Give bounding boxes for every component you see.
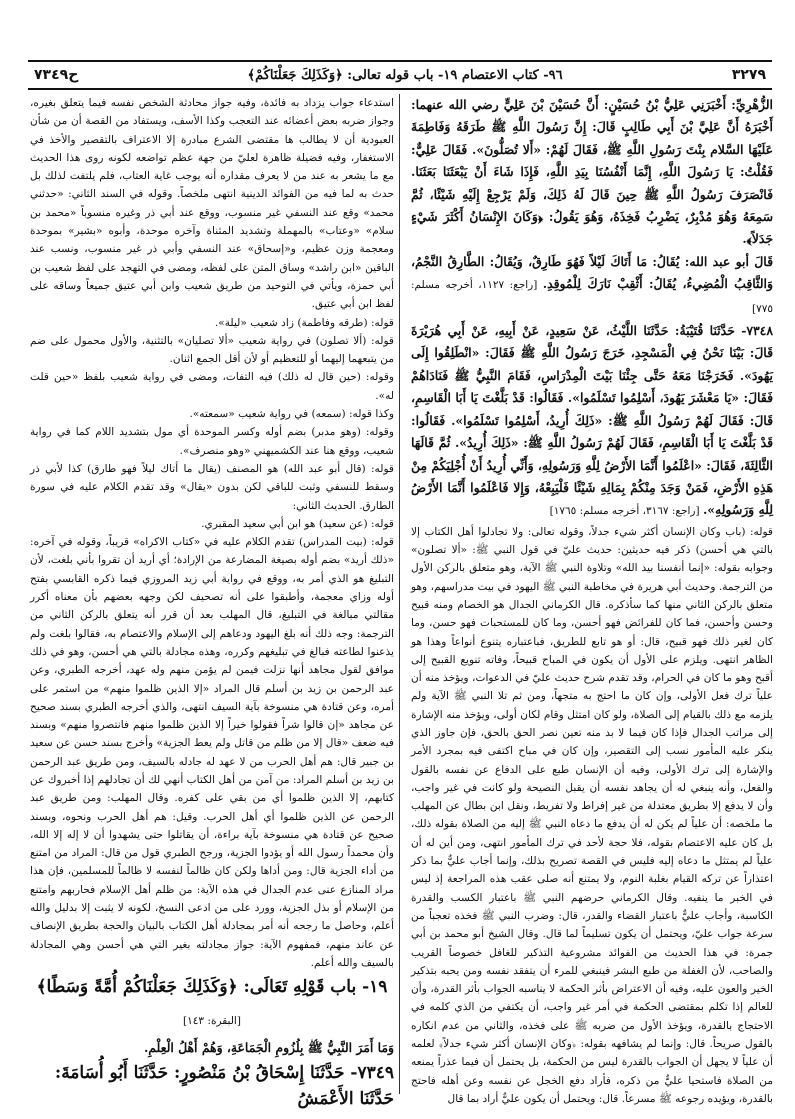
- left_column-text: قوله: (قال أبو عبد الله) هو المصنف (يقال ما أتاك ليلاً فهو طارق) كذا لأبي ذر وسقط للنسفي وثبت للباقي لكن بدون «يقال» وقد تقدم الكلام عليه في سورة الطارق. الحديث الثاني:: [30, 462, 394, 512]
- reference-note: [راجع: ١١٢٧، أخرجه مسلم: ٧٧٥]: [411, 279, 773, 315]
- left_column-paragraph: [30, 515, 394, 533]
- left_column-text: وقوله: (وهو مدبر) بضم أوله وكسر الموحدة أي مول بتشديد اللام كما في رواية شعيب، ووقع هنا عند الكشميهني «وهو منصرف».: [30, 426, 394, 457]
- right_column-paragraph: [411, 523, 773, 1109]
- column-divider: [399, 94, 400, 1094]
- left_column-paragraph: [30, 405, 394, 423]
- left_column-text: وَمَا أَمَرَ النَّبِيُّ ﷺ بِلُزُومِ الْجَمَاعَةِ، وَهُمْ أَهْلُ الْعِلْمِ.: [143, 1040, 394, 1056]
- left-column: [30, 94, 394, 1110]
- left_column-text: قوله: (عن سعيد) هو ابن أبي سعيد المقبري.: [201, 517, 394, 530]
- right_column-text: قوله: (باب وكان الإنسان أكثر شيء جدلاً، وقوله تعالى: ولا تجادلوا أهل الكتاب إلا بالتي هي أحسن) ذكر فيه حديثين: حديث عليّ في قول النبي ﷺ: «ألا تصلون» وجوابه بقوله: «إنما أنفسنا بيد الله» وتلاوة النبي ﷺ الآية، وهو متعلق بالركن الأول من الترجمة. وحديث أبي هريرة في مخاطبة النبي ﷺ اليهود في بيت مدراسهم، وهو متعلق بالركن الثاني منها كما سأذكره. قال الكرماني الجدال هو الخصام ومنه قبيح وحسن وأحسن، فما كان للفرائض فهو أحسن، وما كان للمستحبات فهو حسن، وما كان لغير ذلك فهو قبيح، قال: أو هو تابع للطريق، فباعتباره يتنوع أنواعاً وهذا هو الظاهر انتهى. ويلزم على الأول أن يكون في المباح قبيحاً، وفاته تنويع القبيح إلى أقبح وهو ما كان في الحرام، وقد تقدم شرح حديث عليّ في الدعوات، ويؤخذ منه أن علياً ترك فعل الأولى، وإن كان ما احتج به متجهاً، ومن ثم تلا النبي ﷺ الآية ولم يلزمه مع ذلك بالقيام إلى الصلاة، ولو كان امتثل وقام لكان أولى، ويؤخذ منه الإشارة إلى مراتب الجدال فإذا كان فيما لا بد منه تعين نصر الحق بالحق، فإن جاوز الذي ينكر عليه المأمور نسب إلى التقصير، وإن كان في مباح اكتفى فيه بمجرد الأمر والإشارة إلى ترك الأولى، وفيه أن الإنسان طبع على الدفاع عن نفسه بالقول والفعل، وأنه ينبغي له أن يجاهد نفسه أن يقبل النصيحة ولو كانت في غير واجب، وأن لا يدفع إلا بطريق معتدلة من غير إفراط ولا تفريط، ونقل ابن بطال عن المهلب ما ملخصه: أن علياً لم يكن له أن يدفع ما دعاه النبي ﷺ إليه من الصلاة بقوله ذلك، بل كان عليه الاعتصام بقوله، فلا حجة لأحد في ترك المأمور انتهى، ومن أين له أن علياً لم يمتثل ما دعاه إليه فليس في القصة تصريح بذلك، وإنما أجاب عليٌّ بما ذكر اعتذاراً عن تركه القيام بغلبة النوم، ولا يمتنع أنه صلى عقب هذه المراجعة إذ ليس في الخبر ما ينفيه. وقال الكرماني حرضهم النبي ﷺ باعتبار الكسب والقدرة الكاسبة، وأجاب عليٌّ باعتبار القضاء والقدر، قال: وضرب النبي ﷺ فخذه تعجباً من سرعة جواب عليّ، ويحتمل أن يكون تسليماً لما قال. وقال الشيخ أبو محمد بن أبي جمرة: في هذا الحديث من الفوائد مشروعية التذكير للغافل خصوصاً القريب والصاحب، لأن الغفلة من طبع البشر فينبغي للمرء أن يتفقد نفسه ومن يحبه بتذكير الخير والعون عليه، وفيه أن الاعتراض بأثر الحكمة لا يناسبه الجواب بأثر القدرة، وأن للعالم إذا تكلم بمقتضى الحكمة في أمر غير واجب، أن يكتفي من الذي كلمه في الاحتجاج بالقدرة، ويؤخذ الأول من ضربه ﷺ على فخذه، والثاني من عدم انكاره بالقول صريحاً. قال: وإنما لم يشافهه بقوله: ﴿وكان الإنسان أكثر شيء جدلاً﴾ لعلمه أن علياً لا يجهل أن الجواب بالقدرة ليس من الحكمة، بل يحتمل أن فيما عذراً يمنعه من الصلاة فاستحيا عليٌّ من ذكره، فأراد دفع الخجل عن نفسه وعن أهله فاحتج بالقدرة، ويؤيده رجوعه ﷺ مسرعاً. قال: ويحتمل أن يكون عليٌّ أراد بما قال: [411, 525, 773, 1105]
- reference-note: [البقرة: ١٤٣]: [183, 1015, 241, 1028]
- left_column-text: وقوله: (حين قال له ذلك) فيه التفات، ومضى في رواية شعيب بلفظ «حين قلت له».: [30, 371, 394, 402]
- left_column-paragraph: [30, 368, 394, 405]
- right_column-paragraph: [411, 94, 773, 251]
- left_column-text: وكذا قوله: (سمعه) في رواية شعيب «سمعته».: [189, 408, 394, 421]
- left_column-paragraph: [30, 423, 394, 460]
- running-header: [28, 60, 772, 90]
- running-title: ٩٦- كتاب الاعتصام ١٩- باب قوله تعالى: ﴿وَكَذَلِكَ جَعَلْنَاكُمْ﴾: [247, 67, 563, 83]
- hadith-number-left: ح٧٣٤٩: [34, 67, 79, 83]
- right_column-text: قَالَ أبو عبد الله: يُقَالُ: مَا أَتَاكَ لَيْلاً فَهُوَ طَارِقٌ، وَيُقَالُ: الطَّارِقُ النَّجْمُ، وَالثَّاقِبُ الْمُضِيءُ، يُقَالُ: أَثْقِبْ نَارَكَ لِلْمُوقِدِ.: [411, 253, 773, 292]
- left_column-paragraph: [30, 314, 394, 332]
- left_column-paragraph: [30, 1036, 394, 1060]
- left_column-paragraph: [30, 94, 394, 314]
- left_column-text: استدعاء جواب يزداد به فائدة، وفيه جواز محادثة الشخص نفسه فيما يتعلق بغيره، وجواز ضربه بعض أعضائه عند التعجب وكذا الأسف، ويستفاد من القصة أن من شأن العبودية أن لا يطالب ها مقتضى الشرع مبادرة إلا الاعتراف بالتقصير والأخذ في الاستغفار، وفيه فضيلة ظاهرة لعليّ من جهة عظم تواضعه لكونه روى هذا الحديث مع ما يشعر به عند من لا يعرف مقداره أنه يوجب غاية العتاب، فلم يلتفت لذلك بل حدث به لما فيه من الفوائد الدينية انتهى ملخصاً. وقوله في السند الثاني: «حدثني محمد» وقع عند النسفي غير منسوب، ووقع عند أبي ذر وغيره منسوباً «محمد بن سلام» «وعتاب» بالمهملة وتشديد المثناة وآخره موحدة، وأبوه «بشير» بموحدة ومعجمة وزن عظيم، و«إسحاق» عند النسفي وأبي ذر غير منسوب، ونسب عند الباقين «ابن راشد» وساق المتن على لفظه، ومضى في التهجد على لفظ شعيب بن أبي حمزة، ويأتي في التوحيد من طريق شعيب وابن أبي عتيق جميعاً وساقه على لفظ ابن أبي عتيق.: [30, 97, 394, 311]
- left_column-text: قوله: (ألا تصلون) في رواية شعيب «ألا تصليان» بالتثنية، والأول محمول على ضم من يتبعهما إليهما أو للتعظيم أو لأن أقل الجمع اثنان.: [30, 334, 394, 366]
- left_column-text: قوله: (طرقه وفاطمة) زاد شعيب «ليلة».: [214, 316, 394, 329]
- left_column-text: ٧٣٤٩- حَدَّثَنَا إِسْحَاقُ بْنُ مَنْصُورٍ: حَدَّثَنَا أَبُو أُسَامَةَ: حَدَّثَنَا الأَعْمَشُ: [54, 1063, 394, 1110]
- left_column-text: قوله: (بيت المدراس) تقدم الكلام عليه في «كتاب الاكراه» قريباً، وقوله في آخره: «ذلك أريد» بضم أوله بصيغة المضارعة من الإرادة؛ أي أريد أن تقروا بأني بلغت، لأن التبليغ هو الذي أمر به، ووقع في رواية أبي زيد المروزي فيما ذكره القابسي بفتح أوله وزاي معجمة، وأطبقوا على أنه تصحيف لكن وجهه بعضهم بأن معناه أكرر مقالتي مبالغة في التبليغ، قال المهلب بعد أن قرر أنه يتعلق بالركن الثاني من الترجمة: وجه ذلك أنه بلغ اليهود ودعاهم إلى الإسلام والاعتصام به، فقالوا بلغت ولم يذعنوا لطاعته فبالغ في تبليغهم وكرره، وهذه مجادلة بالتي هي أحسن، وهو في ذلك موافق لقول مجاهد أنها نزلت فيمن لم يؤمن منهم وله عهد، أخرجه الطبري، وعن عبد الرحمن بن زيد بن أسلم قال المراد «إلا الذين ظلموا منهم» من استمر على أمره، وعن قتادة هي منسوخة بآية السيف انتهى، والذي أخرجه الطبري بسند صحيح عن مجاهد «إن قالوا شراً فقولوا خيراً إلا الذين ظلموا منهم فانتصروا منهم» وبسند فيه ضعف «قال إلا من ظلم من قاتل ولم يعط الجزية» وأخرج بسند حسن عن سعيد بن جبير قال: هم أهل الحرب من لا عهد له جادله بالسيف، ومن طريق عبد الرحمن بن زيد بن أسلم المراد: من آمن من أهل الكتاب أنهي لك أن تجادلهم إذا أخبروك عن كتابهم، إلا الذين ظلموا أي من بقي على كفره. وقال المهلب: ومن طريق عبد الرحمن عن الذين ظلموا أي أهل الحرب. وقيل: هم أهل الحرب ونحوه، وبسند صحيح عن قتادة هي منسوخة بآية براءة، أن يقاتلوا حتى يشهدوا أن لا إله إلا الله، وأن محمداً رسول الله أو يؤدوا الجزية، ورجح الطبري قول من قال: المراد من امتنع من أداء الجزية قال: ومن أداها ولكن كان ظالماً لنفسه لا ظالماً للمسلمين، فإن هذا مراد المنازع عنى عدم الجدال في هذه الآية: من ظلم أهل الإسلام فحاربهم وامتنع من الإسلام أو بذل الجزية، وورد على من ادعى النسخ، لكونه لا يثبت إلا بدليل والله أعلم، وحاصل ما رجحه أنه أمر بمجادلة أهل الكتاب بالبيان والحجة بطريق الإنصاف عن عاند منهم، فمفهوم الآية: جواز مجادلته بغير التي هي أحسن وهي المجادلة بالسيف والله أعلم.: [30, 536, 394, 969]
- right-column: [411, 94, 773, 1105]
- right_column-paragraph: [411, 320, 773, 523]
- left_column-paragraph: [30, 332, 394, 369]
- left_column-paragraph: [30, 972, 394, 1036]
- left_column-paragraph: [30, 460, 394, 515]
- reference-note: [راجع: ٣١٦٧، أخرجه مسلم: ١٧٦٥]: [549, 505, 703, 518]
- page-number-right: ٣٢٧٩: [731, 67, 766, 83]
- left_column-paragraph: [30, 1060, 394, 1112]
- left_column-text: ١٩- باب قَوْلِهِ تَعَالَى: ﴿وَكَذَلِكَ جَعَلْنَاكُمْ أُمَّةً وَسَطًا﴾: [36, 977, 388, 998]
- right_column-text: ٧٣٤٨- حَدَّثَنَا قُتَيْبَةُ: حَدَّثَنَا اللَّيْثُ، عَنْ سَعِيدٍ، عَنْ أَبِيهِ، عَنْ أَبِي هُرَيْرَةَ قَالَ: بَيْنَا نَحْنُ فِي الْمَسْجِدِ، خَرَجَ رَسُولُ اللَّهِ ﷺ فَقَالَ: «انْطَلِقُوا إِلَى يَهُودَ». فَخَرَجْنَا مَعَهُ حَتَّى جِئْنَا بَيْتَ الْمِدْرَاسِ، فَقَامَ النَّبِيُّ ﷺ فَنَادَاهُمْ فَقَالَ: «يَا مَعْشَرَ يَهُودَ، أَسْلِمُوا تَسْلَمُوا». فَقَالُوا: قَدْ بَلَّغْتَ يَا أَبَا الْقَاسِمِ، قَالَ: فَقَالَ لَهُمْ رَسُولُ اللَّهِ ﷺ: «ذَلِكَ أُرِيدُ، أَسْلِمُوا تَسْلَمُوا». فَقَالُوا: قَدْ بَلَّغْتَ يَا أَبَا الْقَاسِمِ، فَقَالَ لَهُمْ رَسُولُ اللَّهِ ﷺ: «ذَلِكَ أُرِيدُ». ثُمَّ قَالَهَا الثَّالِثَةَ، فَقَالَ: «اعْلَمُوا أَنَّمَا الأَرْضُ لِلَّهِ وَرَسُولِهِ، وَأَنِّي أُرِيدُ أَنْ أُجْلِيَكُمْ مِنْ هَذِهِ الأَرْضِ، فَمَنْ وَجَدَ مِنْكُمْ بِمَالِهِ شَيْئًا فَلْيَبِعْهُ، وَإِلا فَاعْلَمُوا أَنَّمَا الأَرْضُ لِلَّهِ وَرَسُولِهِ».: [411, 323, 773, 518]
- left_column-paragraph: [30, 533, 394, 972]
- right_column-text: الزُّهْرِيِّ: أَخْبَرَنِي عَلِيُّ بْنُ حُسَيْنٍ: أَنَّ حُسَيْنَ بْنَ عَلِيٍّ رضي الله عنهما: أَخْبَرَهُ أَنَّ عَلِيَّ بْنَ أَبِي طَالِبٍ قَالَ: إِنَّ رَسُولَ اللَّهِ ﷺ طَرَقَهُ وَفَاطِمَةَ عَلَيْهَا السَّلام بِنْتَ رَسُولِ اللَّهِ ﷺ، فَقَالَ لَهُمْ: «أَلا تُصَلُّونَ». فَقَالَ عَلِيٌّ: فَقُلْتُ: يَا رَسُولَ اللَّهِ، إِنَّمَا أَنْفُسُنَا بِيَدِ اللَّهِ، فَإِذَا شَاءَ أَنْ يَبْعَثَنَا بَعَثَنَا. فَانْصَرَفَ رَسُولُ اللَّهِ ﷺ حِينَ قَالَ لَهُ ذَلِكَ، وَلَمْ يَرْجِعْ إِلَيْهِ شَيْئًا، ثُمَّ سَمِعَهُ وَهُوَ مُدْبِرٌ، يَضْرِبُ فَخِذَهُ، وَهُوَ يَقُولُ: ﴿وَكَانَ الإِنْسَانُ أَكْثَرَ شَيْءٍ جَدَلاً﴾.: [411, 97, 773, 247]
- right_column-paragraph: [411, 251, 773, 320]
